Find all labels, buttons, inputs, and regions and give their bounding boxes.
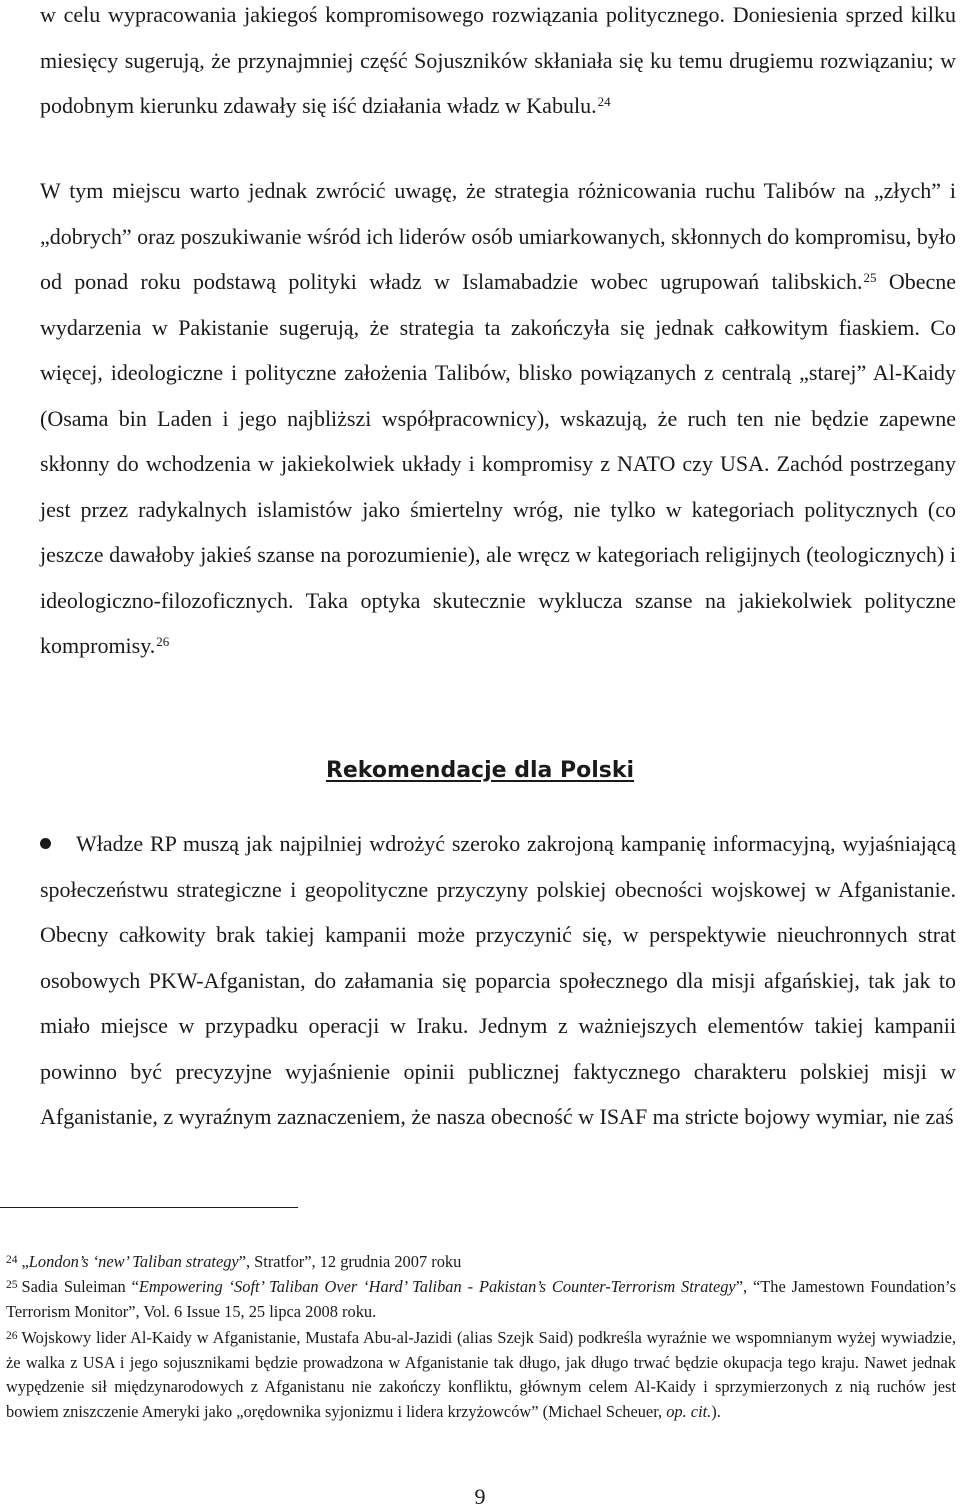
footnote-text: ”, Stratfor”, 12 grudnia 2007 roku bbox=[238, 1252, 462, 1271]
paragraph-intro bbox=[40, 0, 956, 129]
footnote-text: „ bbox=[21, 1252, 29, 1271]
footnote-text: ”, “The Jamestown Foundation’s Terrorism Monitor”, Vol. 6 Issue 15, 25 lipca 2008 roku. bbox=[6, 1277, 956, 1321]
footnote-reference-24[interactable]: 24 bbox=[597, 94, 611, 109]
footnote-number: 25 bbox=[6, 1279, 18, 1291]
page-number: 9 bbox=[474, 1484, 486, 1509]
paragraph-strategy-text-a: W tym miejscu warto jednak zwrócić uwagę, że strategia różnicowania ruchu Talibów na „złych” i „dobrych” oraz poszukiwanie wśród ich liderów osób umiarkowanych, skłonnych do kompromisu, było od ponad roku podstawą polityki władz w Islamabadzie wobec ugrupowań talibskich. bbox=[40, 178, 956, 294]
footnote-text: ). bbox=[711, 1401, 721, 1421]
footnote-text: Sadia Suleiman “ bbox=[21, 1277, 139, 1296]
footnote-25 bbox=[6, 1275, 956, 1324]
footnote-number: 24 bbox=[6, 1254, 18, 1266]
footnote-26 bbox=[6, 1326, 956, 1424]
paragraph-strategy-text-b: Obecne wydarzenia w Pakistanie sugerują, że strategia ta zakończyła się jednak całkowitym fiaskiem. Co więcej, ideologiczne i polityczne założenia Talibów, blisko powiązanych z centralą „starej” Al-Kaidy (Osama bin Laden i jego najbliższi współpracownicy), wskazują, że ruch ten nie będzie zapewne skłonny do wchodzenia w jakiekolwiek układy i kompromisy z NATO czy USA. Zachód postrzegany jest przez radykalnych islamistów jako śmiertelny wróg, nie tylko w kategoriach politycznych (co jeszcze dawałoby jakieś szanse na porozumienie), ale wręcz w kategoriach religijnych (teologicznych) i ideologiczno-filozoficznych. Taka optyka skutecznie wyklucza szanse na jakiekolwiek polityczne kompromisy. bbox=[40, 269, 956, 658]
footnote-citation: op. cit. bbox=[666, 1401, 712, 1421]
paragraph-strategy bbox=[40, 168, 956, 669]
footnote-reference-25[interactable]: 25 bbox=[863, 270, 877, 285]
footnote-24 bbox=[6, 1250, 956, 1275]
footnote-title: London’s ‘new’ Taliban strategy bbox=[28, 1252, 239, 1271]
paragraph-intro-text: w celu wypracowania jakiegoś kompromisowego rozwiązania politycznego. Doniesienia sprzed kilku miesięcy sugerują, że przynajmniej część Sojuszników skłaniała się ku temu drugiemu rozwiązaniu; w podobnym kierunku zdawały się iść działania władz w Kabulu. bbox=[40, 2, 956, 118]
footnote-number: 26 bbox=[6, 1330, 18, 1342]
footnote-title: Empowering ‘Soft’ Taliban Over ‘Hard’ Taliban - Pakistan’s Counter-Terrorism Strategy bbox=[138, 1277, 736, 1296]
footnote-reference-26[interactable]: 26 bbox=[156, 634, 170, 649]
footnote-separator bbox=[0, 1207, 298, 1208]
recommendation-bullet-text: Władze RP muszą jak najpilniej wdrożyć szeroko zakrojoną kampanię informacyjną, wyjaśniającą społeczeństwu strategiczne i geopolityczne przyczyny polskiej obecności wojskowej w Afganistanie. Obecny całkowity brak takiej kampanii może przyczynić się, w perspektywie nieuchronnych strat osobowych PKW-Afganistan, do załamania się poparcia społecznego dla misji afgańskiej, tak jak to miało miejsce w przypadku operacji w Iraku. Jednym z ważniejszych elementów takiej kampanii powinno być precyzyjne wyjaśnienie opinii publicznej faktycznego charakteru polskiej misji w Afganistanie, z wyraźnym zaznaczeniem, że nasza obecność w ISAF ma stricte bojowy wymiar, nie zaś bbox=[40, 831, 956, 1129]
footnote-text: Wojskowy lider Al-Kaidy w Afganistanie, Mustafa Abu-al-Jazidi (alias Szejk Said) podkreśla wyraźnie we wspomnianym wyżej wywiadzie, że walka z USA i jego sojusznikami będzie prowadzona w Afganistanie tak długo, jak długo trwać będzie okupacja tego kraju. Nawet jednak wypędzenie sił międzynarodowych z Afganistanu nie zakończy konfliktu, głównym celem Al-Kaidy i sprzymierzonych z nią ruchów jest bowiem zniszczenie Ameryki jako „orędownika syjonizmu i lidera krzyżowców” (Michael Scheuer, bbox=[6, 1328, 956, 1421]
section-heading: Rekomendacje dla Polski bbox=[325, 758, 635, 783]
